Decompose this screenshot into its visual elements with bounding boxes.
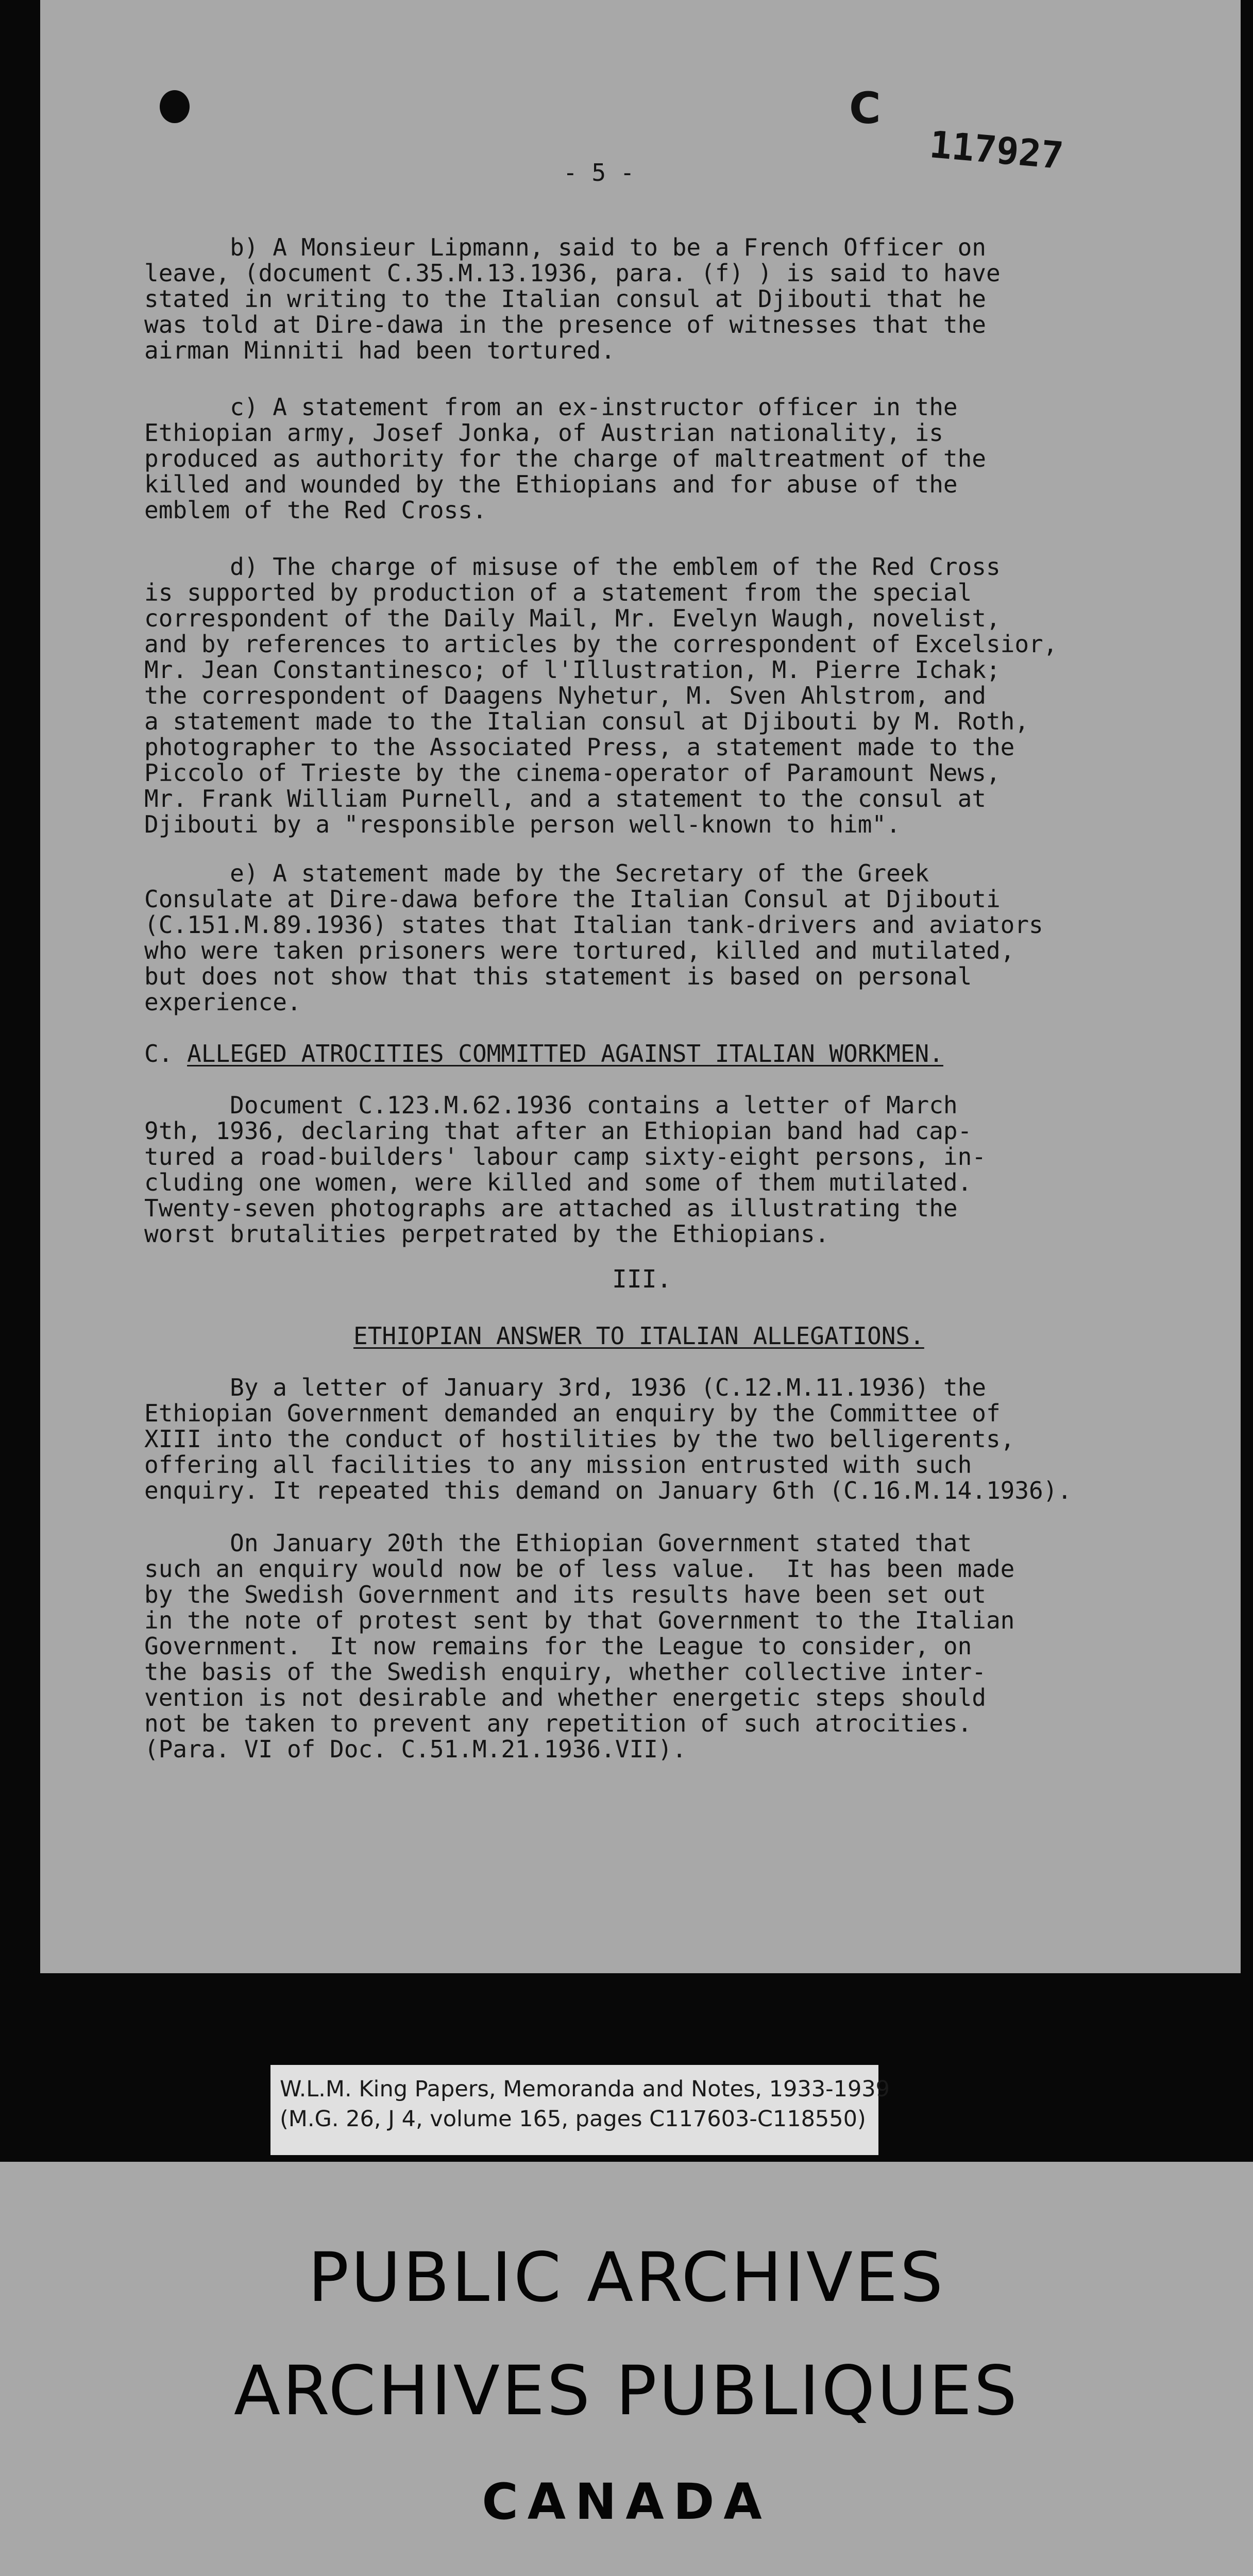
heading-workmen xyxy=(144,1041,1226,1066)
heading-letter: C. xyxy=(144,1040,188,1067)
paragraph-e: e) A statement made by the Secretary of the Greek Consulate at Dire-dawa before the Italian Consul at Djibouti (C.151.M.89.1936) states that Italian tank-drivers and aviators who were taken prisoners were tortured, killed and mutilated, but does not show that this statement is based on personal experience. xyxy=(144,859,1043,1016)
paragraph-answer-1: By a letter of January 3rd, 1936 (C.12.M.11.1936) the Ethiopian Government demanded an enquiry by the Committee of XIII into the conduct of hostilities by the two belligerents, offering all facilities to any mission entrusted with such enquiry. It repeated this demand on January 6th (C.16.M.14.1936). xyxy=(144,1374,1072,1504)
paragraph-d: d) The charge of misuse of the emblem of the Red Cross is supported by production of a statement from the special correspondent of the Daily Mail, Mr. Evelyn Waugh, novelist, and by references to articles by the correspondent of Excelsior, Mr. Jean Constantinesco; of l'Illustration, M. Pierre Ichak; the correspondent of Daagens Nyhetur, M. Sven Ahlstrom, and a statement made to the Italian consul at Djibouti by M. Roth, photographer to the Associated Press, a statement made to the Piccolo of Trieste by the cinema-operator of Paramount News, Mr. Frank William Purnell, and a statement to the consul at Djibouti by a "responsible person well-known to him". xyxy=(144,553,1058,838)
paragraph-workmen: Document C.123.M.62.1936 contains a letter of March 9th, 1936, declaring that after an Ethiopian band had cap- tured a road-builders' labour camp sixty-eight persons, in- cluding one women, were killed and some of them mutilated. Twenty-seven photographs are attached as illustrating the worst brutalities perpetrated by the Ethiopians. xyxy=(144,1091,986,1248)
section-numeral: III. xyxy=(612,1265,672,1294)
archive-label-line-1: W.L.M. King Papers, Memoranda and Notes, 1933-1939 xyxy=(280,2076,890,2102)
document-page xyxy=(40,0,1241,1973)
paragraph-b: b) A Monsieur Lipmann, said to be a French Officer on leave, (document C.35.M.13.1936, para. (f) ) is said to have stated in writing to the Italian consul at Djibouti that he was told at Dire-dawa in the presence of witnesses that the airman Minniti had been tortured. xyxy=(144,233,1001,364)
archive-label-line-2: (M.G. 26, J 4, volume 165, pages C117603-C118550) xyxy=(280,2106,866,2132)
paragraph-c: c) A statement from an ex-instructor officer in the Ethiopian army, Josef Jonka, of Austrian nationality, is produced as authority for the charge of maltreatment of the killed and wounded by the Ethiopians and for abuse of the emblem of the Red Cross. xyxy=(144,393,986,524)
stamp-number: 117927 xyxy=(927,123,1065,178)
stamp-letter: C xyxy=(849,83,881,133)
archives-footer xyxy=(0,2162,1253,2576)
archives-title-french: ARCHIVES PUBLIQUES xyxy=(233,2351,1020,2431)
archives-country: CANADA xyxy=(482,2473,771,2531)
archive-label xyxy=(270,2065,890,2155)
archives-title-english: PUBLIC ARCHIVES xyxy=(308,2238,945,2317)
punch-hole xyxy=(160,90,190,123)
section-heading: ETHIOPIAN ANSWER TO ITALIAN ALLEGATIONS. xyxy=(353,1322,924,1350)
page-number: - 5 - xyxy=(563,159,635,187)
heading-text: ALLEGED ATROCITIES COMMITTED AGAINST ITALIAN WORKMEN. xyxy=(187,1040,943,1067)
paragraph-answer-2: On January 20th the Ethiopian Government stated that such an enquiry would now be of less value. It has been made by the Swedish Government and its results have been set out in the note of protest sent by that Government to the Italian Government. It now remains for the League to consider, on the basis of the Swedish enquiry, whether collective inter- vention is not desirable and whether energetic steps should not be taken to prevent any repetition of such atrocities. (Para. VI of Doc. C.51.M.21.1936.VII). xyxy=(144,1529,1015,1763)
